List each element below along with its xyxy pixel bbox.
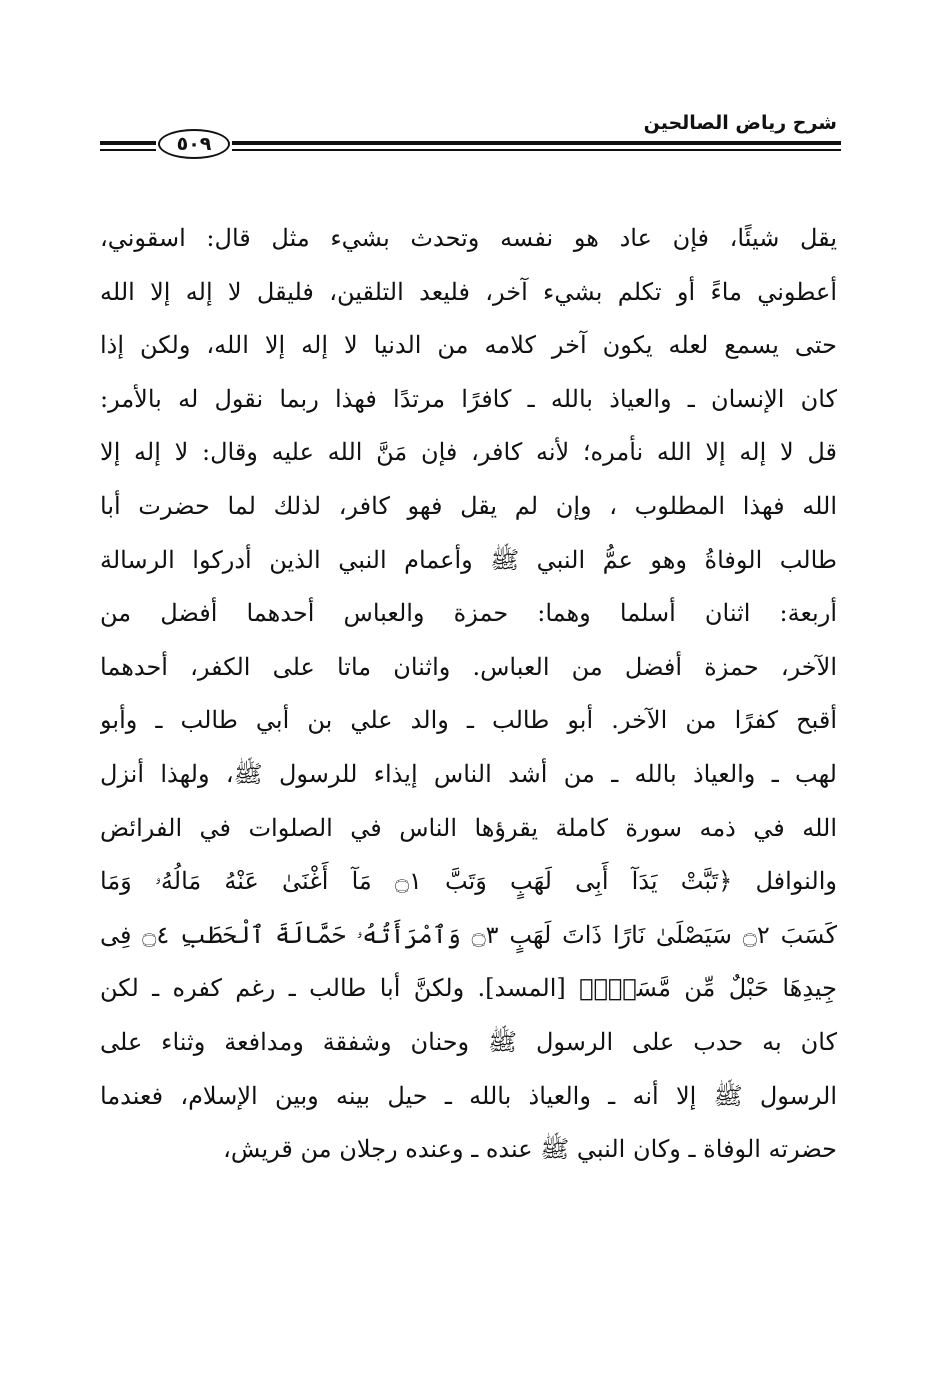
text-line: حتى يسمع لعله يكون آخر كلامه من الدنيا لا إله إلا الله، ولكن إذا bbox=[100, 331, 837, 360]
book-title: شرح رياض الصالحين bbox=[643, 112, 837, 134]
text-line: يقل شيئًا، فإن عاد هو نفسه وتحدث بشيء مثل قال: اسقوني، bbox=[100, 224, 837, 252]
text-line: طالب الوفاةُ وهو عمُّ النبي ﷺ وأعمام النبي الذين أدركوا الرسالة bbox=[100, 545, 837, 574]
header-rule bbox=[100, 141, 156, 145]
text-line: الله في ذمه سورة كاملة يقرؤها الناس في الصلوات في الفرائض bbox=[100, 813, 837, 842]
header-rule bbox=[232, 149, 841, 151]
text-line: أربعة: اثنان أسلما وهما: حمزة والعباس أحدهما أفضل من bbox=[100, 599, 837, 628]
text-line: الآخر، حمزة أفضل من العباس. واثنان ماتا على الكفر، أحدهما bbox=[100, 652, 837, 681]
text-line: كان به حدب على الرسول ﷺ وحنان وشفقة ومدافعة وثناء على bbox=[100, 1027, 837, 1056]
text-line: كان الإنسان ـ والعياذ بالله ـ كافرًا مرتدًا فهذا ربما نقول له بالأمر: bbox=[100, 384, 837, 413]
header-rule bbox=[232, 141, 841, 145]
quran-verse-line: جِيدِهَا حَبْلٌ مِّن مَّسَدٍۭ﴾ [المسد]. ولكنَّ أبا طالب ـ رغم كفره ـ لكن bbox=[100, 974, 837, 1003]
text-line: حضرته الوفاة ـ وكان النبي ﷺ عنده ـ وعنده رجلان من قريش، bbox=[223, 1135, 837, 1164]
header-rule bbox=[100, 149, 156, 151]
quran-verse-line: والنوافل ﴿تَبَّتْ يَدَآ أَبِى لَهَبٍ وَتَبَّ ۝١ مَآ أَغْنَىٰ عَنْهُ مَالُهُۥ وَمَا bbox=[100, 867, 837, 896]
quran-verse-line: كَسَبَ ۝٢ سَيَصْلَىٰ نَارًا ذَاتَ لَهَبٍ ۝٣ وَٱمْرَأَتُهُۥ حَمَّالَةَ ٱلْحَطَبِ ۝٤ فِى bbox=[100, 920, 837, 949]
text-line: قل لا إله إلا الله نأمره؛ لأنه كافر، فإن مَنَّ الله عليه وقال: لا إله إلا bbox=[100, 438, 837, 467]
text-line: الرسول ﷺ إلا أنه ـ والعياذ بالله ـ حيل بينه وبين الإسلام، فعندما bbox=[100, 1081, 837, 1110]
text-line: الله فهذا المطلوب ، وإن لم يقل فهو كافر، لذلك لما حضرت أبا bbox=[100, 491, 837, 520]
text-line: أقبح كفرًا من الآخر. أبو طالب ـ والد علي بن أبي طالب ـ وأبو bbox=[100, 706, 837, 735]
text-line: لهب ـ والعياذ بالله ـ من أشد الناس إيذاء للرسول ﷺ، ولهذا أنزل bbox=[100, 759, 837, 788]
body-text bbox=[100, 212, 837, 1177]
page-number: ٥٠٩ bbox=[158, 129, 230, 159]
text-line: أعطوني ماءً أو تكلم بشيء آخر، فليعد التلقين، فليقل لا إله إلا الله bbox=[100, 277, 837, 306]
